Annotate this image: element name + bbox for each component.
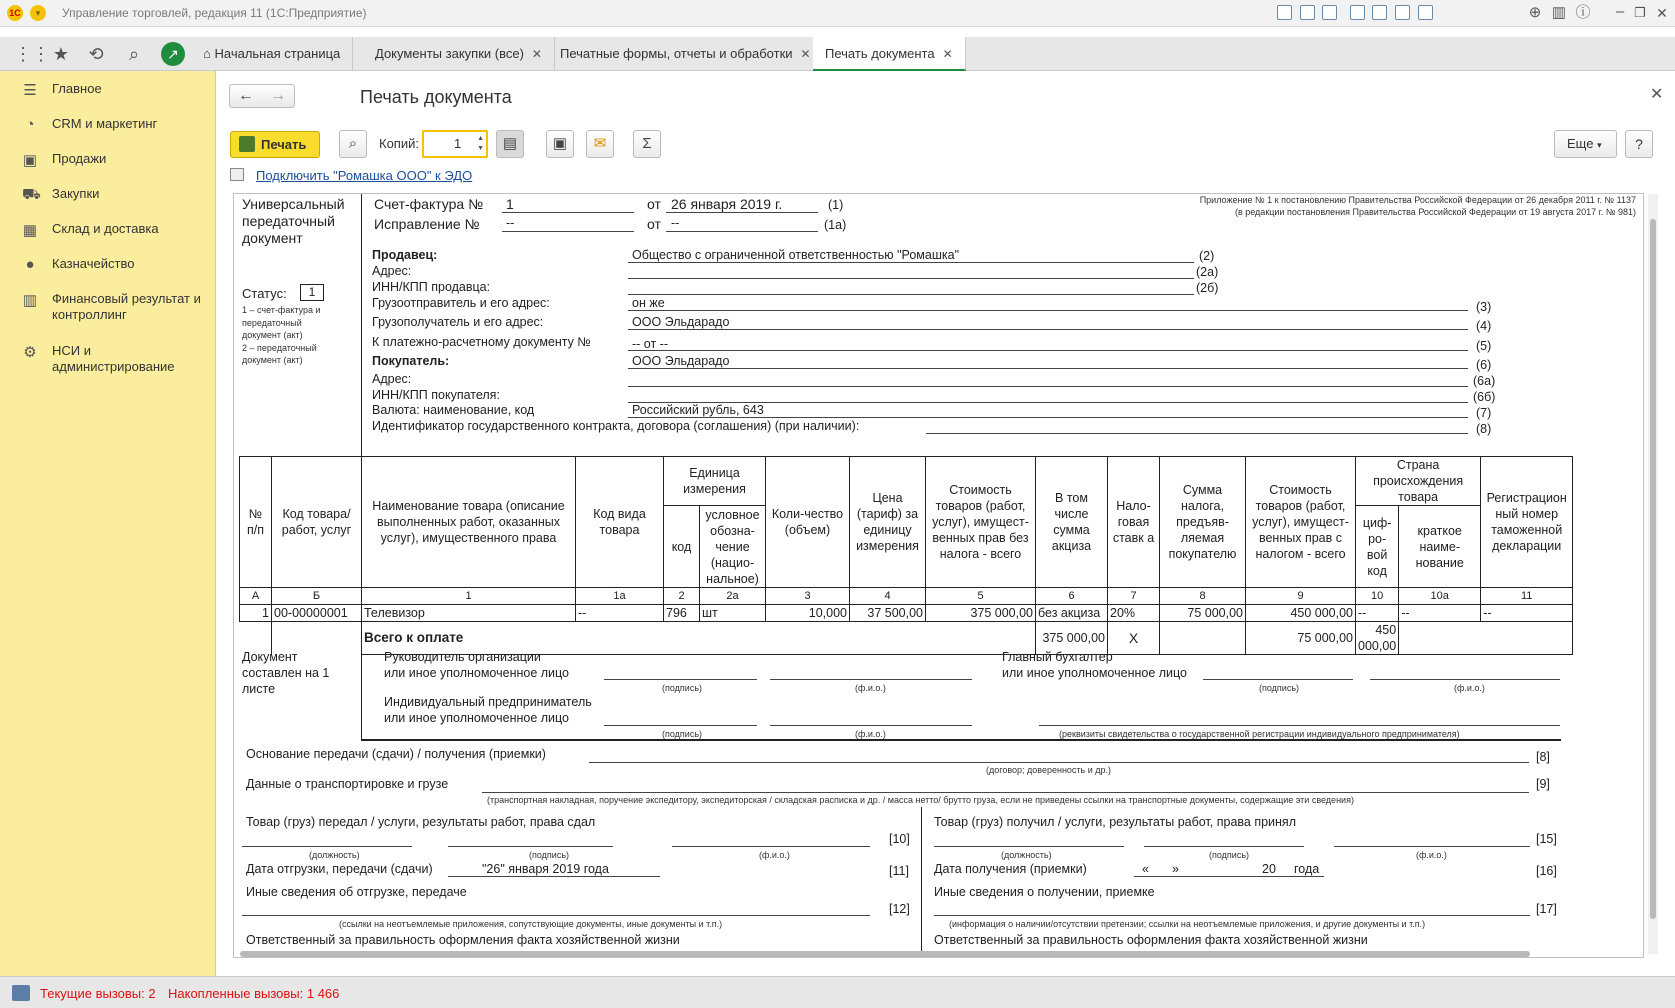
doc-type: Универсальный передаточный документ — [242, 196, 345, 246]
floppy-icon: ▣ — [552, 135, 568, 152]
column-numbers-row: А Б 1 1а 2 2а 3 4 5 6 7 8 9 10 10а 11 — [240, 588, 1573, 605]
print-button[interactable]: Печать — [230, 131, 320, 158]
annex-note: Приложение № 1 к постановлению Правительства Российской Федерации от 26 декабря 2011 г. № 1137 (в редакции постановления Правительства Российской Федерации от 19 августа 2017 г. № 981) — [1199, 195, 1636, 217]
save-icon[interactable] — [1277, 5, 1292, 20]
chevron-down-icon: ▾ — [1597, 140, 1602, 150]
home-icon: ⌂ — [203, 46, 211, 61]
copies-spinner-icon[interactable]: ▲ ▼ — [477, 135, 484, 152]
status-note: 1 – счет-фактура и передаточный документ (акт) 2 – передаточный документ (акт) — [242, 305, 321, 365]
close-window-icon[interactable]: ✕ — [1656, 5, 1668, 21]
tab-bar — [0, 37, 1675, 71]
document-preview: Универсальный передаточный документ Статус: 1 1 – счет-фактура и передаточный документ (акт) 2 – передаточный документ (акт) Счет-фактура № 1 от 26 января 2019 г. (1) Исправление № -- от -- (1а) Приложение № 1 к постановлению Правительства Российской Федерации от 26 декабря 2011 г. № 1137 (в редакции постановления Правительства Российской Федерации от 19 августа 2017 г. № 981) Продавец: Общество с ограниченной ответственностью "Ромашка" (2) Адрес: (2а) ИНН/КПП продавца: (2б) Грузоотправитель и его адрес: он же (3) Грузополучатель и его адрес: ООО Эльдарадо (4) К платежно-расчетному документу № -- от -- (5) Покупатель: ООО Эльдарадо (6) Адрес: (6а) ИНН/КПП покупателя: (6б) Валюта: наименование, код Российский рубль, 643 (7) Идентификатор государственного контракта, договора (соглашения) (при наличии): (8) № п/п Код товара/ работ, услуг Наименование товара (описание выполненных работ, оказанных услуг), имущественного права Код вида товара Единица измерения Коли-чество (объем) Цена (тариф) за единицу измерения Стоимость товаров (работ, услуг), имущест-венных прав без налога - всего В том числе сумма акциза Нало-говая ставк а Сумма налога, предъяв-ляемая покупателю Стоимость товаров (работ, услуг), имущест-венных прав с налогом - всего Страна происхождения товара Регистрацион ный номер таможенной декларации код условное обозна-чение (нацио-нальное) циф-ро-вой код краткое наиме-нование А Б 1 1а 2 2а 3 4 5 6 7 8 9 10 10а 11 1 00-00000001 Телевизор -- 796 шт 10,000 37 500,00 375 000,00 без акциза 20% 75 000,00 450 000,00 -- -- -- Всего к оплате 375 000,00 X 75 000,00 450 000,00 Документ составлен на 1 листе Руководитель организации или иное уполномоченное лицо (подпись) (ф.и.о.) Главный бухгалтер или иное уполномоченное лицо (подпись) (ф.и.о.) Индивидуальный предприниматель или иное уполномоченное лицо (подпись) (ф.и.о.) (реквизиты свидетельства о государственной регистрации индивидуального предпринимателя) Основание передачи (сдачи) / получения (приемки) [8] (договор; доверенность и др.) Данные о транспортировке и грузе [9] (транспортная накладная, поручение экспедитору, экспедиторская / складская расписка и др. / масса нетто/ брутто груза, если не приведены ссылки на транспортные документы, содержащие эти сведения) Товар (груз) передал / услуги, результаты работ, права сдал [10] (должность) (подпись) (ф.и.о.) Дата отгрузки, передачи (сдачи) "26" января 2019 года [11] Иные сведения об отгрузке, передаче [12] (ссылки на неотъемлемые приложения, сопутствующие документы, иные документы и т.п.) Ответственный за правильность оформления факта хозяйственной жизни Товар (груз) получил / услуги, результаты работ, права принял [15] (должность) (подпись) (ф.и.о.) Дата получения (приемки) « » 20 года [16] Иные сведения о получении, приемке [17] (информация о наличии/отсутствии претензии; ссылки на неотъемлемые приложения, и другие документы и т.п.) Ответственный за правильность оформления факта хозяйственной жизни — [233, 193, 1644, 958]
magnifier-icon: ⌕ — [348, 135, 358, 152]
preview-icon[interactable] — [1322, 5, 1337, 20]
status-bar — [0, 976, 1675, 1008]
close-tab-icon[interactable]: ✕ — [800, 47, 811, 61]
envelope-icon: ✉ — [593, 135, 607, 152]
zoom-icon[interactable]: ⊕ — [1528, 4, 1542, 21]
vertical-scrollbar[interactable] — [1648, 194, 1658, 954]
grid-icon: ▦ — [22, 222, 38, 239]
scroll-thumb[interactable] — [240, 951, 1530, 957]
back-arrow-icon[interactable]: ← — [238, 87, 254, 104]
total-row: Всего к оплате 375 000,00 X 75 000,00 450 000,00 — [240, 622, 1573, 655]
printer-icon — [239, 136, 255, 152]
head-label: Руководитель организации или иное уполномоченное лицо — [384, 650, 570, 680]
calendar-icon[interactable] — [1418, 5, 1433, 20]
menu-icon: ☰ — [23, 82, 37, 99]
status-value: 1 — [300, 284, 324, 301]
minimize-icon[interactable]: – — [1615, 3, 1625, 20]
email-button[interactable] — [586, 130, 614, 158]
close-form-icon[interactable]: ✕ — [1650, 86, 1664, 103]
save-button[interactable] — [546, 130, 574, 158]
invoice-number: 1 — [506, 196, 514, 212]
ip-label: Индивидуальный предприниматель или иное уполномоченное лицо — [384, 695, 592, 725]
tab-purchase-docs[interactable]: Документы закупки (все) ✕ — [363, 37, 555, 71]
sigma-icon: Σ — [642, 135, 652, 152]
more-button[interactable]: Еще ▾ — [1554, 130, 1617, 158]
ruble-icon: ● — [25, 256, 35, 273]
restore-icon[interactable]: ❐ — [1634, 5, 1646, 20]
performance-icon[interactable] — [12, 985, 30, 1001]
notifications-icon[interactable]: ↗ — [161, 42, 185, 66]
tab-home[interactable]: ⌂ Начальная страница — [191, 37, 353, 71]
app-logo-icon[interactable]: 1С — [7, 5, 23, 21]
divider — [361, 194, 362, 456]
tab-print-document[interactable]: Печать документа ✕ — [813, 37, 966, 71]
goods-table: № п/п Код товара/ работ, услуг Наименование товара (описание выполненных работ, оказанных услуг), имущественного права Код вида товара Единица измерения Коли-чество (объем) Цена (тариф) за единицу измерения Стоимость товаров (работ, услуг), имущест-венных прав без налога - всего В том числе сумма акциза Нало-говая ставк а Сумма налога, предъяв-ляемая покупателю Стоимость товаров (работ, услуг), имущест-венных прав с налогом - всего Страна происхождения товара Регистрацион ный номер таможенной декларации код условное обозна-чение (нацио-нальное) циф-ро-вой код краткое наиме-нование А Б 1 1а 2 2а 3 4 5 6 7 8 9 10 10а 11 1 00-00000001 Телевизор -- 796 шт 10,000 37 500,00 375 000,00 без акциза 20% 75 000,00 450 000,00 -- -- -- Всего к оплате 375 000,00 X 75 000,00 450 000,00 — [239, 456, 1573, 655]
sidebar: ☰ Главное ◔ CRM и маркетинг ▣ Продажи ⛟ Закупки ▦ Склад и доставка ● Казначейство ▥ Финансовый результат и контроллинг ⚙ НСИ и администрирование — [0, 71, 216, 976]
info-icon[interactable]: ⓘ — [1575, 4, 1591, 21]
edit-mode-button[interactable] — [496, 130, 524, 158]
nav-buttons — [229, 84, 295, 108]
tab-print-forms[interactable]: Печатные формы, отчеты и обработки ✕ — [548, 37, 824, 71]
invoice-label: Счет-фактура № — [374, 196, 484, 212]
search-icon[interactable]: ⌕ — [128, 44, 140, 64]
close-tab-icon[interactable]: ✕ — [942, 47, 953, 61]
bag-icon: ▣ — [22, 152, 38, 169]
pages-note: Документ составлен на 1 листе — [242, 650, 330, 696]
copies-input[interactable]: 1 ▲ ▼ — [422, 130, 488, 158]
apps-grid-icon[interactable]: ⋮⋮ — [14, 44, 50, 64]
current-calls: Текущие вызовы: 2 — [40, 986, 156, 1001]
gear-icon: ⚙ — [23, 344, 37, 361]
favorites-star-icon[interactable]: ★ — [52, 44, 70, 64]
help-button[interactable]: ? — [1625, 130, 1653, 158]
status-label: Статус: — [242, 286, 287, 301]
seller-value: Общество с ограниченной ответственностью "Ромашка" — [632, 248, 960, 262]
import-icon[interactable] — [1372, 5, 1387, 20]
bars-icon: ▥ — [22, 292, 38, 309]
scroll-thumb[interactable] — [1650, 219, 1656, 919]
chief-accountant-label: Главный бухгалтер или иное уполномоченное лицо — [1002, 650, 1188, 680]
cart-icon: ⛟ — [22, 186, 41, 203]
export-icon[interactable] — [1350, 5, 1365, 20]
title-bar — [0, 0, 1675, 27]
correction-label: Исправление № — [374, 216, 480, 232]
print-icon[interactable] — [1300, 5, 1315, 20]
sum-button[interactable] — [633, 130, 661, 158]
page-title: Печать документа — [360, 87, 512, 107]
copies-label: Копий: — [379, 136, 419, 151]
accumulated-calls: Накопленные вызовы: 1 466 — [168, 986, 340, 1001]
invoice-date: 26 января 2019 г. — [671, 196, 783, 212]
pie-icon: ◔ — [25, 116, 35, 133]
close-tab-icon[interactable]: ✕ — [531, 47, 542, 61]
horizontal-scrollbar[interactable] — [240, 950, 1630, 958]
panel-icon[interactable]: ▥ — [1551, 4, 1567, 21]
edit-table-icon: ▤ — [502, 135, 518, 152]
preview-button[interactable] — [339, 130, 367, 158]
edo-link[interactable]: Подключить "Ромашка ООО" к ЭДО — [256, 168, 473, 183]
forward-arrow-icon[interactable]: → — [270, 87, 286, 104]
table-icon[interactable] — [1395, 5, 1410, 20]
edo-icon — [230, 168, 244, 181]
main-menu-icon[interactable]: ▾ — [30, 5, 46, 21]
window-title: Управление торговлей, редакция 11 (1С:Предприятие) — [62, 6, 367, 20]
table-row: 1 00-00000001 Телевизор -- 796 шт 10,000 37 500,00 375 000,00 без акциза 20% 75 000,00 450 000,00 -- -- -- — [240, 605, 1573, 622]
history-icon[interactable]: ⟲ — [88, 44, 104, 64]
ship-date: "26" января 2019 года — [482, 862, 609, 876]
